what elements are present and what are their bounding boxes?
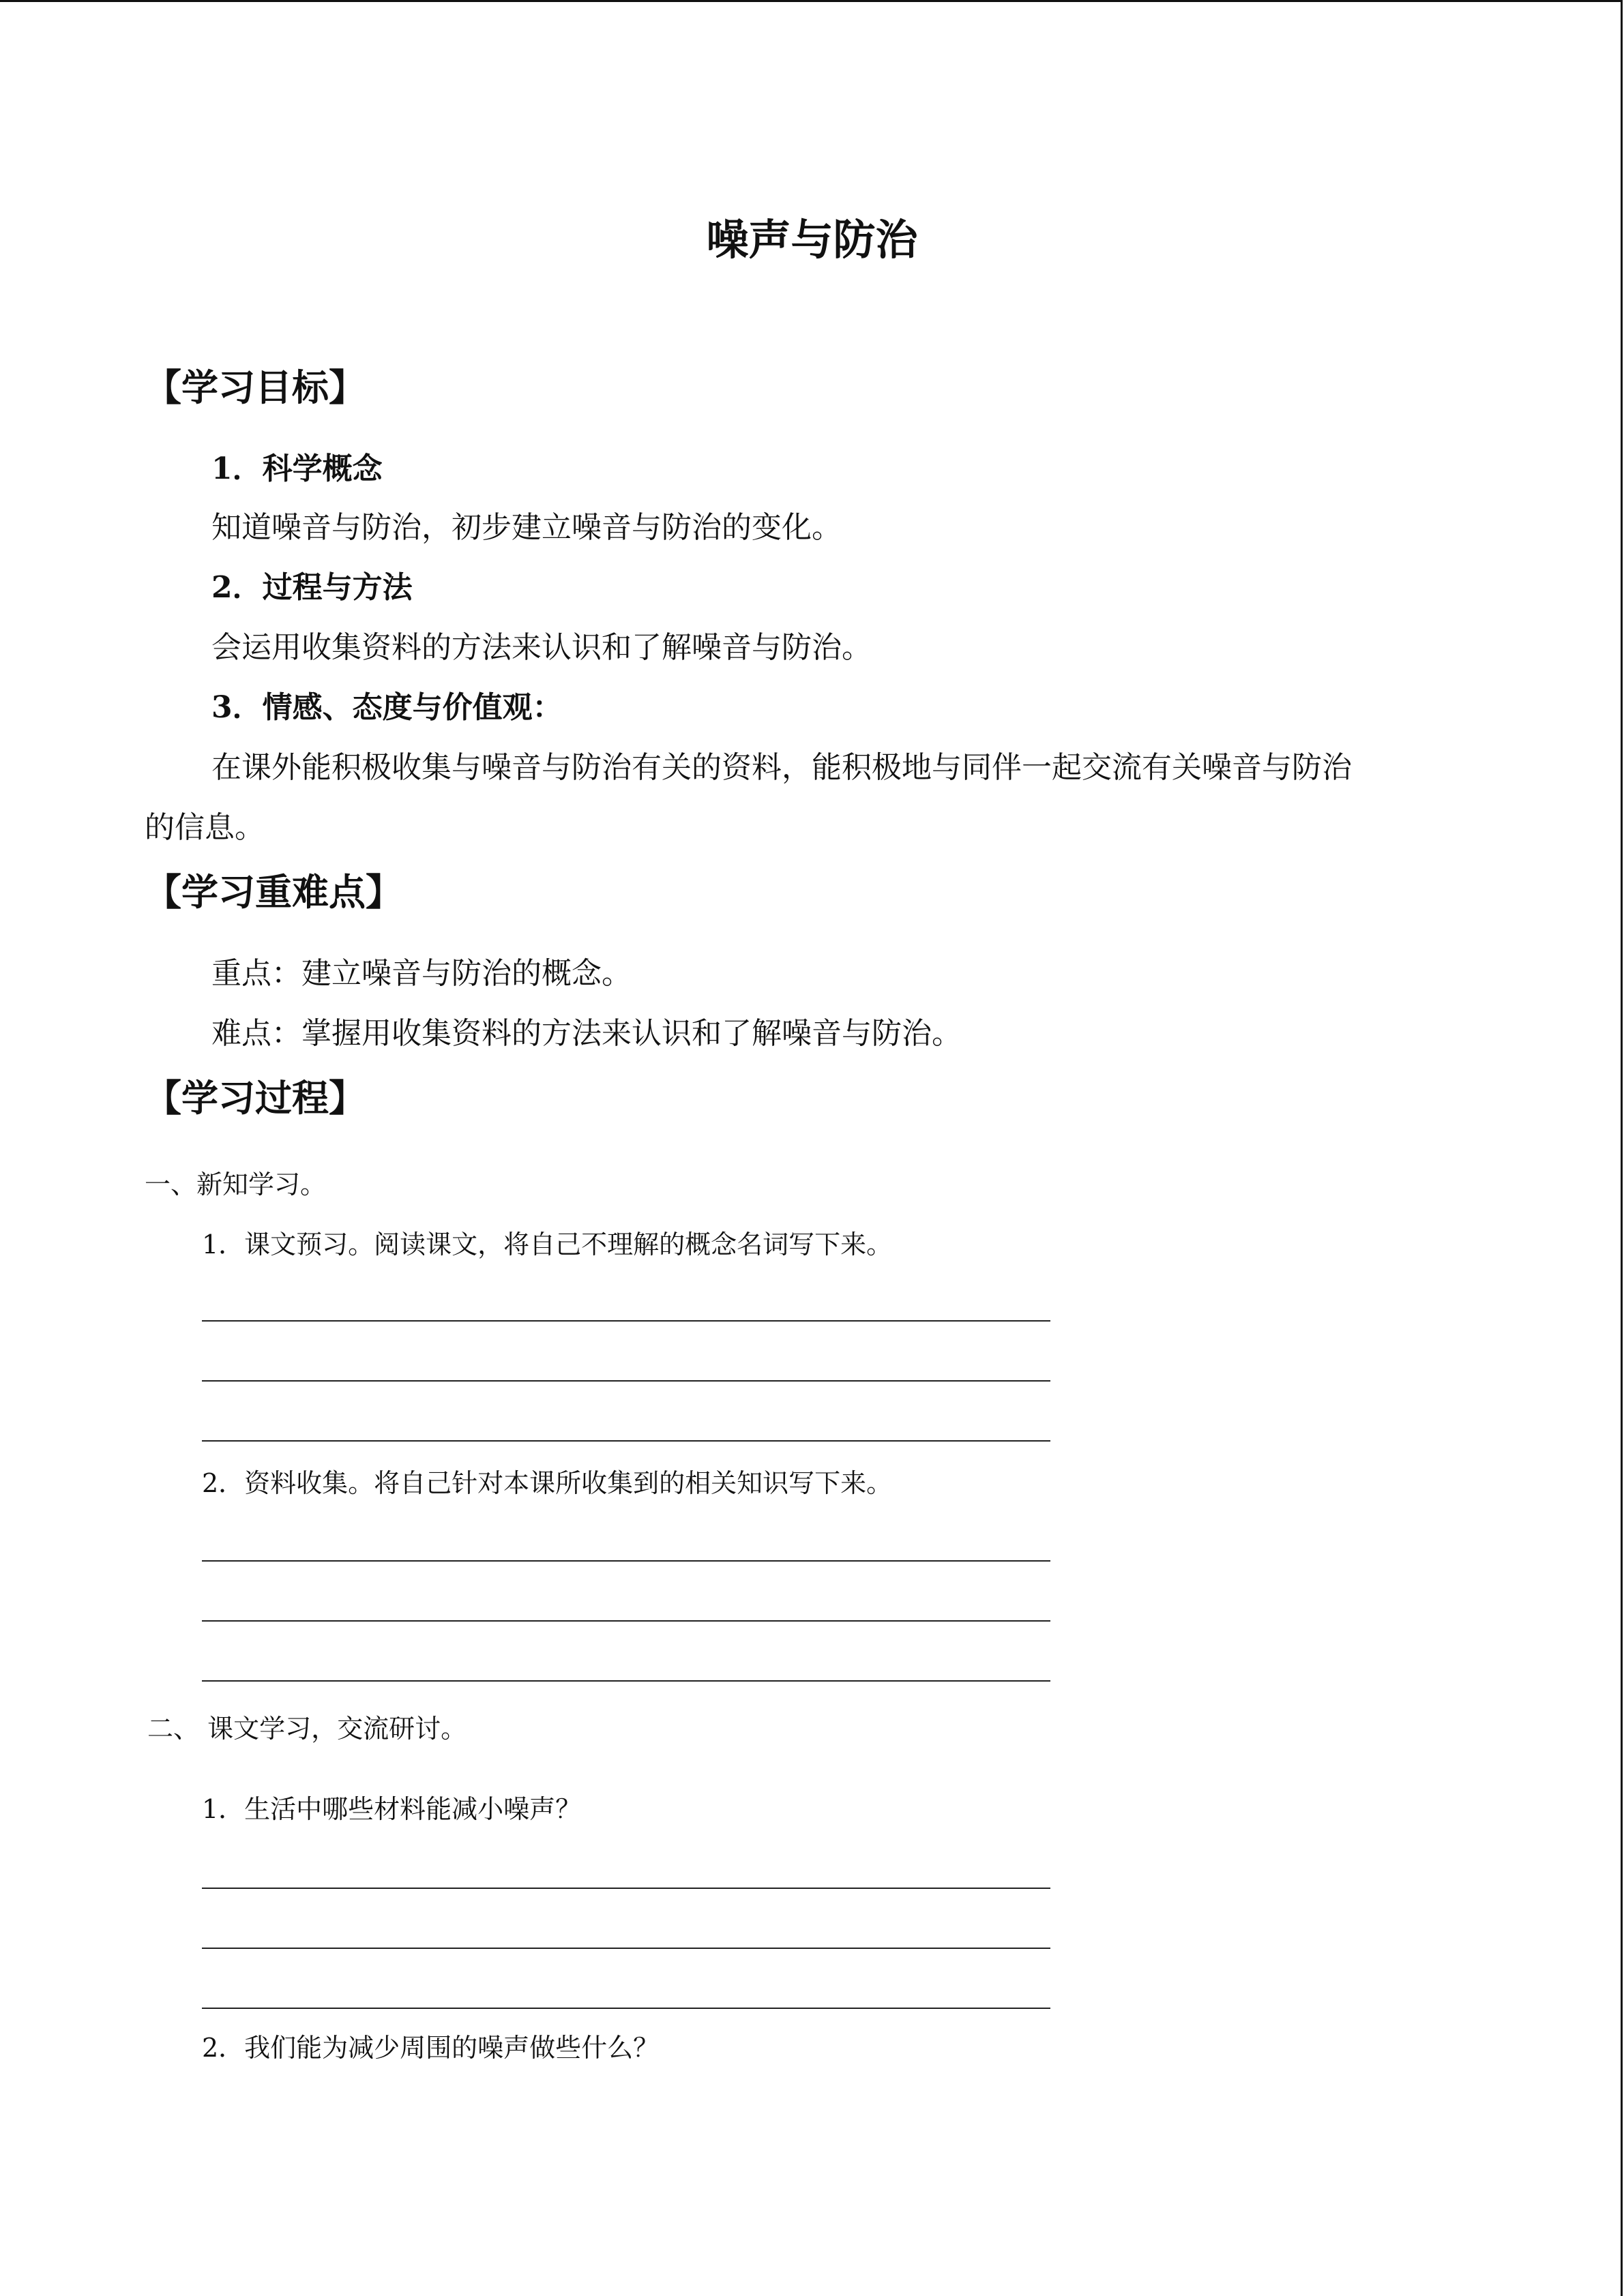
- objective-3-text-line1: 在课外能积极收集与噪音与防治有关的资料，能积极地与同伴一起交流有关噪音与防治: [211, 750, 1352, 785]
- answer-line[interactable]: [202, 1560, 1050, 1562]
- objective-3-heading: 3．情感、态度与价值观：: [211, 690, 563, 725]
- objective-3-text-line2: 的信息。: [145, 810, 265, 845]
- difficult-point-text: 难点：掌握用收集资料的方法来认识和了解噪音与防治。: [211, 1016, 962, 1051]
- part1-question-1: 1．课文预习。阅读课文，将自己不理解的概念名词写下来。: [202, 1229, 893, 1259]
- answer-line[interactable]: [202, 1948, 1050, 1949]
- answer-line[interactable]: [202, 1320, 1050, 1322]
- answer-line[interactable]: [202, 1440, 1050, 1442]
- part2-heading: 二、 课文学习，交流研讨。: [147, 1714, 467, 1744]
- answer-line[interactable]: [202, 1380, 1050, 1382]
- objective-2-text: 会运用收集资料的方法来认识和了解噪音与防治。: [211, 630, 872, 665]
- part2-question-2: 2．我们能为减少周围的噪声做些什么？: [202, 2033, 660, 2063]
- objective-1-heading: 1．科学概念: [211, 451, 383, 486]
- part2-question-1: 1．生活中哪些材料能减小噪声？: [202, 1794, 582, 1824]
- answer-line[interactable]: [202, 1620, 1050, 1622]
- objectives-heading: 【学习目标】: [145, 366, 366, 409]
- key-point-text: 重点：建立噪音与防治的概念。: [211, 956, 632, 991]
- answer-line[interactable]: [202, 2008, 1050, 2009]
- process-heading: 【学习过程】: [145, 1076, 366, 1120]
- objective-2-heading: 2．过程与方法: [211, 570, 413, 605]
- part1-heading: 一、新知学习。: [145, 1169, 327, 1199]
- key-points-heading: 【学习重难点】: [145, 870, 402, 914]
- part1-question-2: 2．资料收集。将自己针对本课所收集到的相关知识写下来。: [202, 1468, 893, 1498]
- answer-line[interactable]: [202, 1888, 1050, 1889]
- objective-1-text: 知道噪音与防治，初步建立噪音与防治的变化。: [211, 510, 842, 545]
- answer-line[interactable]: [202, 1680, 1050, 1682]
- document-title: 噪声与防治: [706, 215, 918, 265]
